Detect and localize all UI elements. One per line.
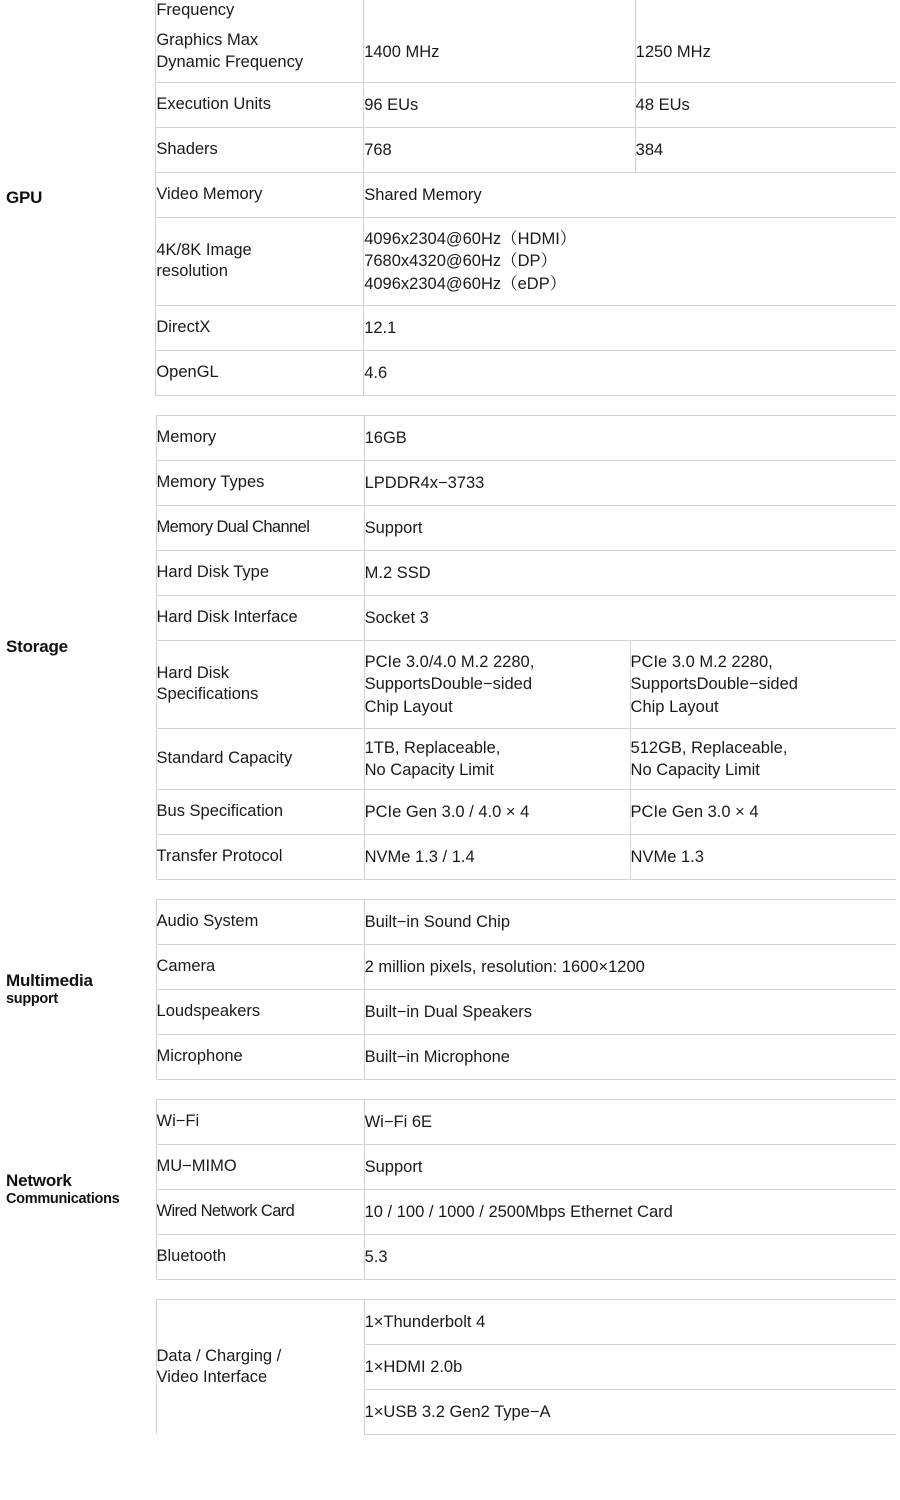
row-label-transfer-protocol: Transfer Protocol bbox=[156, 834, 364, 879]
row-value-wired-network-card: 10 / 100 / 1000 / 2500Mbps Ethernet Card bbox=[364, 1189, 896, 1234]
row-label-bus-specification: Bus Specification bbox=[156, 789, 364, 834]
label-line-2: resolution bbox=[156, 262, 228, 281]
row-label-execution-units: Execution Units bbox=[156, 82, 364, 127]
row-label-hard-disk-interface: Hard Disk Interface bbox=[156, 595, 364, 640]
row-value-interface-3: 1×USB 3.2 Gen2 Type−A bbox=[364, 1389, 896, 1434]
row-label-4k8k-image-resolution bbox=[156, 217, 364, 305]
label-line-1: 4K/8K Image bbox=[156, 241, 252, 259]
section-gap bbox=[6, 1279, 896, 1299]
row-value-hard-disk-specifications-b bbox=[630, 640, 896, 728]
row-value-shaders-b: 384 bbox=[635, 127, 896, 172]
category-gpu bbox=[6, 0, 156, 395]
row-value-bus-specification-a: PCIe Gen 3.0 / 4.0 × 4 bbox=[364, 789, 630, 834]
row-value-opengl: 4.6 bbox=[364, 350, 896, 395]
spec-table-multimedia bbox=[6, 899, 896, 1099]
row-value-frequency-a bbox=[364, 0, 635, 21]
row-value-memory: 16GB bbox=[364, 415, 896, 460]
value-line-2: No Capacity Limit bbox=[364, 760, 494, 779]
row-label-data-charging-video-interface bbox=[156, 1299, 364, 1434]
row-label-hard-disk-specifications bbox=[156, 640, 364, 728]
row-label-shaders: Shaders bbox=[156, 127, 364, 172]
row-label-directx: DirectX bbox=[156, 305, 364, 350]
table-row bbox=[6, 1299, 896, 1344]
value-line-2: No Capacity Limit bbox=[630, 760, 760, 779]
row-value-microphone: Built−in Microphone bbox=[364, 1034, 896, 1079]
row-value-frequency-b bbox=[635, 0, 896, 21]
category-label: GPU bbox=[6, 187, 43, 207]
row-value-hard-disk-specifications-a bbox=[364, 640, 630, 728]
row-label-bluetooth: Bluetooth bbox=[156, 1234, 364, 1279]
category-label-line-2: Communications bbox=[6, 1191, 120, 1208]
row-value-standard-capacity-a bbox=[364, 728, 630, 789]
value-line-3: Chip Layout bbox=[364, 697, 453, 716]
row-label-graphics-max-dynamic-frequency bbox=[156, 21, 364, 82]
row-value-gmdf-a: 1400 MHz bbox=[364, 21, 635, 82]
row-label-loudspeakers: Loudspeakers bbox=[156, 989, 364, 1034]
row-value-camera: 2 million pixels, resolution: 1600×1200 bbox=[364, 944, 896, 989]
row-value-4k8k-image-resolution bbox=[364, 217, 896, 305]
row-value-directx: 12.1 bbox=[364, 305, 896, 350]
category-interfaces bbox=[6, 1299, 156, 1434]
row-value-execution-units-b: 48 EUs bbox=[635, 82, 896, 127]
row-value-interface-2: 1×HDMI 2.0b bbox=[364, 1344, 896, 1389]
row-value-video-memory: Shared Memory bbox=[364, 172, 896, 217]
row-value-hard-disk-interface: Socket 3 bbox=[364, 595, 896, 640]
row-label-hard-disk-type: Hard Disk Type bbox=[156, 550, 364, 595]
label-line-1: Data / Charging / bbox=[156, 1346, 282, 1365]
value-line-2: SupportsDouble−sided bbox=[364, 675, 533, 694]
row-label-memory-types: Memory Types bbox=[156, 460, 364, 505]
category-label-line-1: Multimedia bbox=[6, 971, 93, 991]
row-value-transfer-protocol-a: NVMe 1.3 / 1.4 bbox=[364, 834, 630, 879]
table-row bbox=[6, 0, 896, 21]
row-value-memory-types: LPDDR4x−3733 bbox=[364, 460, 896, 505]
category-multimedia-support bbox=[6, 899, 156, 1079]
category-network-communications bbox=[6, 1099, 156, 1279]
value-line-1: 512GB, Replaceable, bbox=[630, 738, 788, 757]
label-line-1: Graphics Max bbox=[156, 31, 259, 50]
row-value-interface-1: 1×Thunderbolt 4 bbox=[364, 1299, 896, 1344]
row-label-wired-network-card: Wired Network Card bbox=[156, 1189, 364, 1234]
row-value-memory-dual-channel: Support bbox=[364, 505, 896, 550]
value-line-1: PCIe 3.0 M.2 2280, bbox=[630, 653, 773, 672]
category-storage bbox=[6, 415, 156, 879]
table-row bbox=[6, 415, 896, 460]
spec-table-interfaces bbox=[6, 1299, 896, 1435]
row-value-audio-system: Built−in Sound Chip bbox=[364, 899, 896, 944]
row-label-camera: Camera bbox=[156, 944, 364, 989]
section-gap bbox=[6, 395, 896, 415]
table-row bbox=[6, 899, 896, 944]
row-label-memory: Memory bbox=[156, 415, 364, 460]
spec-table-storage bbox=[6, 415, 896, 899]
value-line-2: 7680x4320@60Hz（DP） bbox=[364, 252, 558, 271]
category-label-line-2: support bbox=[6, 991, 58, 1008]
value-line-1: PCIe 3.0/4.0 M.2 2280, bbox=[364, 653, 535, 672]
label-line-1: Hard Disk bbox=[156, 664, 229, 682]
row-value-bluetooth: 5.3 bbox=[364, 1234, 896, 1279]
row-label-memory-dual-channel: Memory Dual Channel bbox=[156, 505, 364, 550]
label-line-2: Video Interface bbox=[156, 1368, 268, 1387]
category-label: Storage bbox=[6, 637, 68, 657]
value-line-3: Chip Layout bbox=[630, 697, 719, 716]
row-label-mu-mimo: MU−MIMO bbox=[156, 1144, 364, 1189]
value-line-2: SupportsDouble−sided bbox=[630, 675, 798, 694]
category-label-line-1: Network bbox=[6, 1171, 72, 1191]
row-value-execution-units-a: 96 EUs bbox=[364, 82, 635, 127]
row-label-microphone: Microphone bbox=[156, 1034, 364, 1079]
value-line-1: 4096x2304@60Hz（HDMI） bbox=[364, 230, 577, 249]
row-label-opengl: OpenGL bbox=[156, 350, 364, 395]
row-value-standard-capacity-b bbox=[630, 728, 896, 789]
spec-table-network bbox=[6, 1099, 896, 1299]
table-row bbox=[6, 1099, 896, 1144]
value-line-1: 1TB, Replaceable, bbox=[364, 738, 501, 757]
label-line-2: Dynamic Frequency bbox=[156, 52, 304, 71]
row-value-transfer-protocol-b: NVMe 1.3 bbox=[630, 834, 896, 879]
label-line-2: Specifications bbox=[156, 685, 259, 704]
row-label-frequency: Frequency bbox=[156, 0, 364, 21]
section-gap bbox=[6, 879, 896, 899]
row-value-gmdf-b: 1250 MHz bbox=[635, 21, 896, 82]
row-value-mu-mimo: Support bbox=[364, 1144, 896, 1189]
row-value-hard-disk-type: M.2 SSD bbox=[364, 550, 896, 595]
row-value-loudspeakers: Built−in Dual Speakers bbox=[364, 989, 896, 1034]
section-gap bbox=[6, 1079, 896, 1099]
row-label-standard-capacity: Standard Capacity bbox=[156, 728, 364, 789]
spec-table-gpu bbox=[6, 0, 896, 415]
row-label-audio-system: Audio System bbox=[156, 899, 364, 944]
row-value-wifi: Wi−Fi 6E bbox=[364, 1099, 896, 1144]
row-label-wifi: Wi−Fi bbox=[156, 1099, 364, 1144]
row-value-shaders-a: 768 bbox=[364, 127, 635, 172]
row-label-video-memory: Video Memory bbox=[156, 172, 364, 217]
row-value-bus-specification-b: PCIe Gen 3.0 × 4 bbox=[630, 789, 896, 834]
value-line-3: 4096x2304@60Hz（eDP） bbox=[364, 274, 567, 293]
